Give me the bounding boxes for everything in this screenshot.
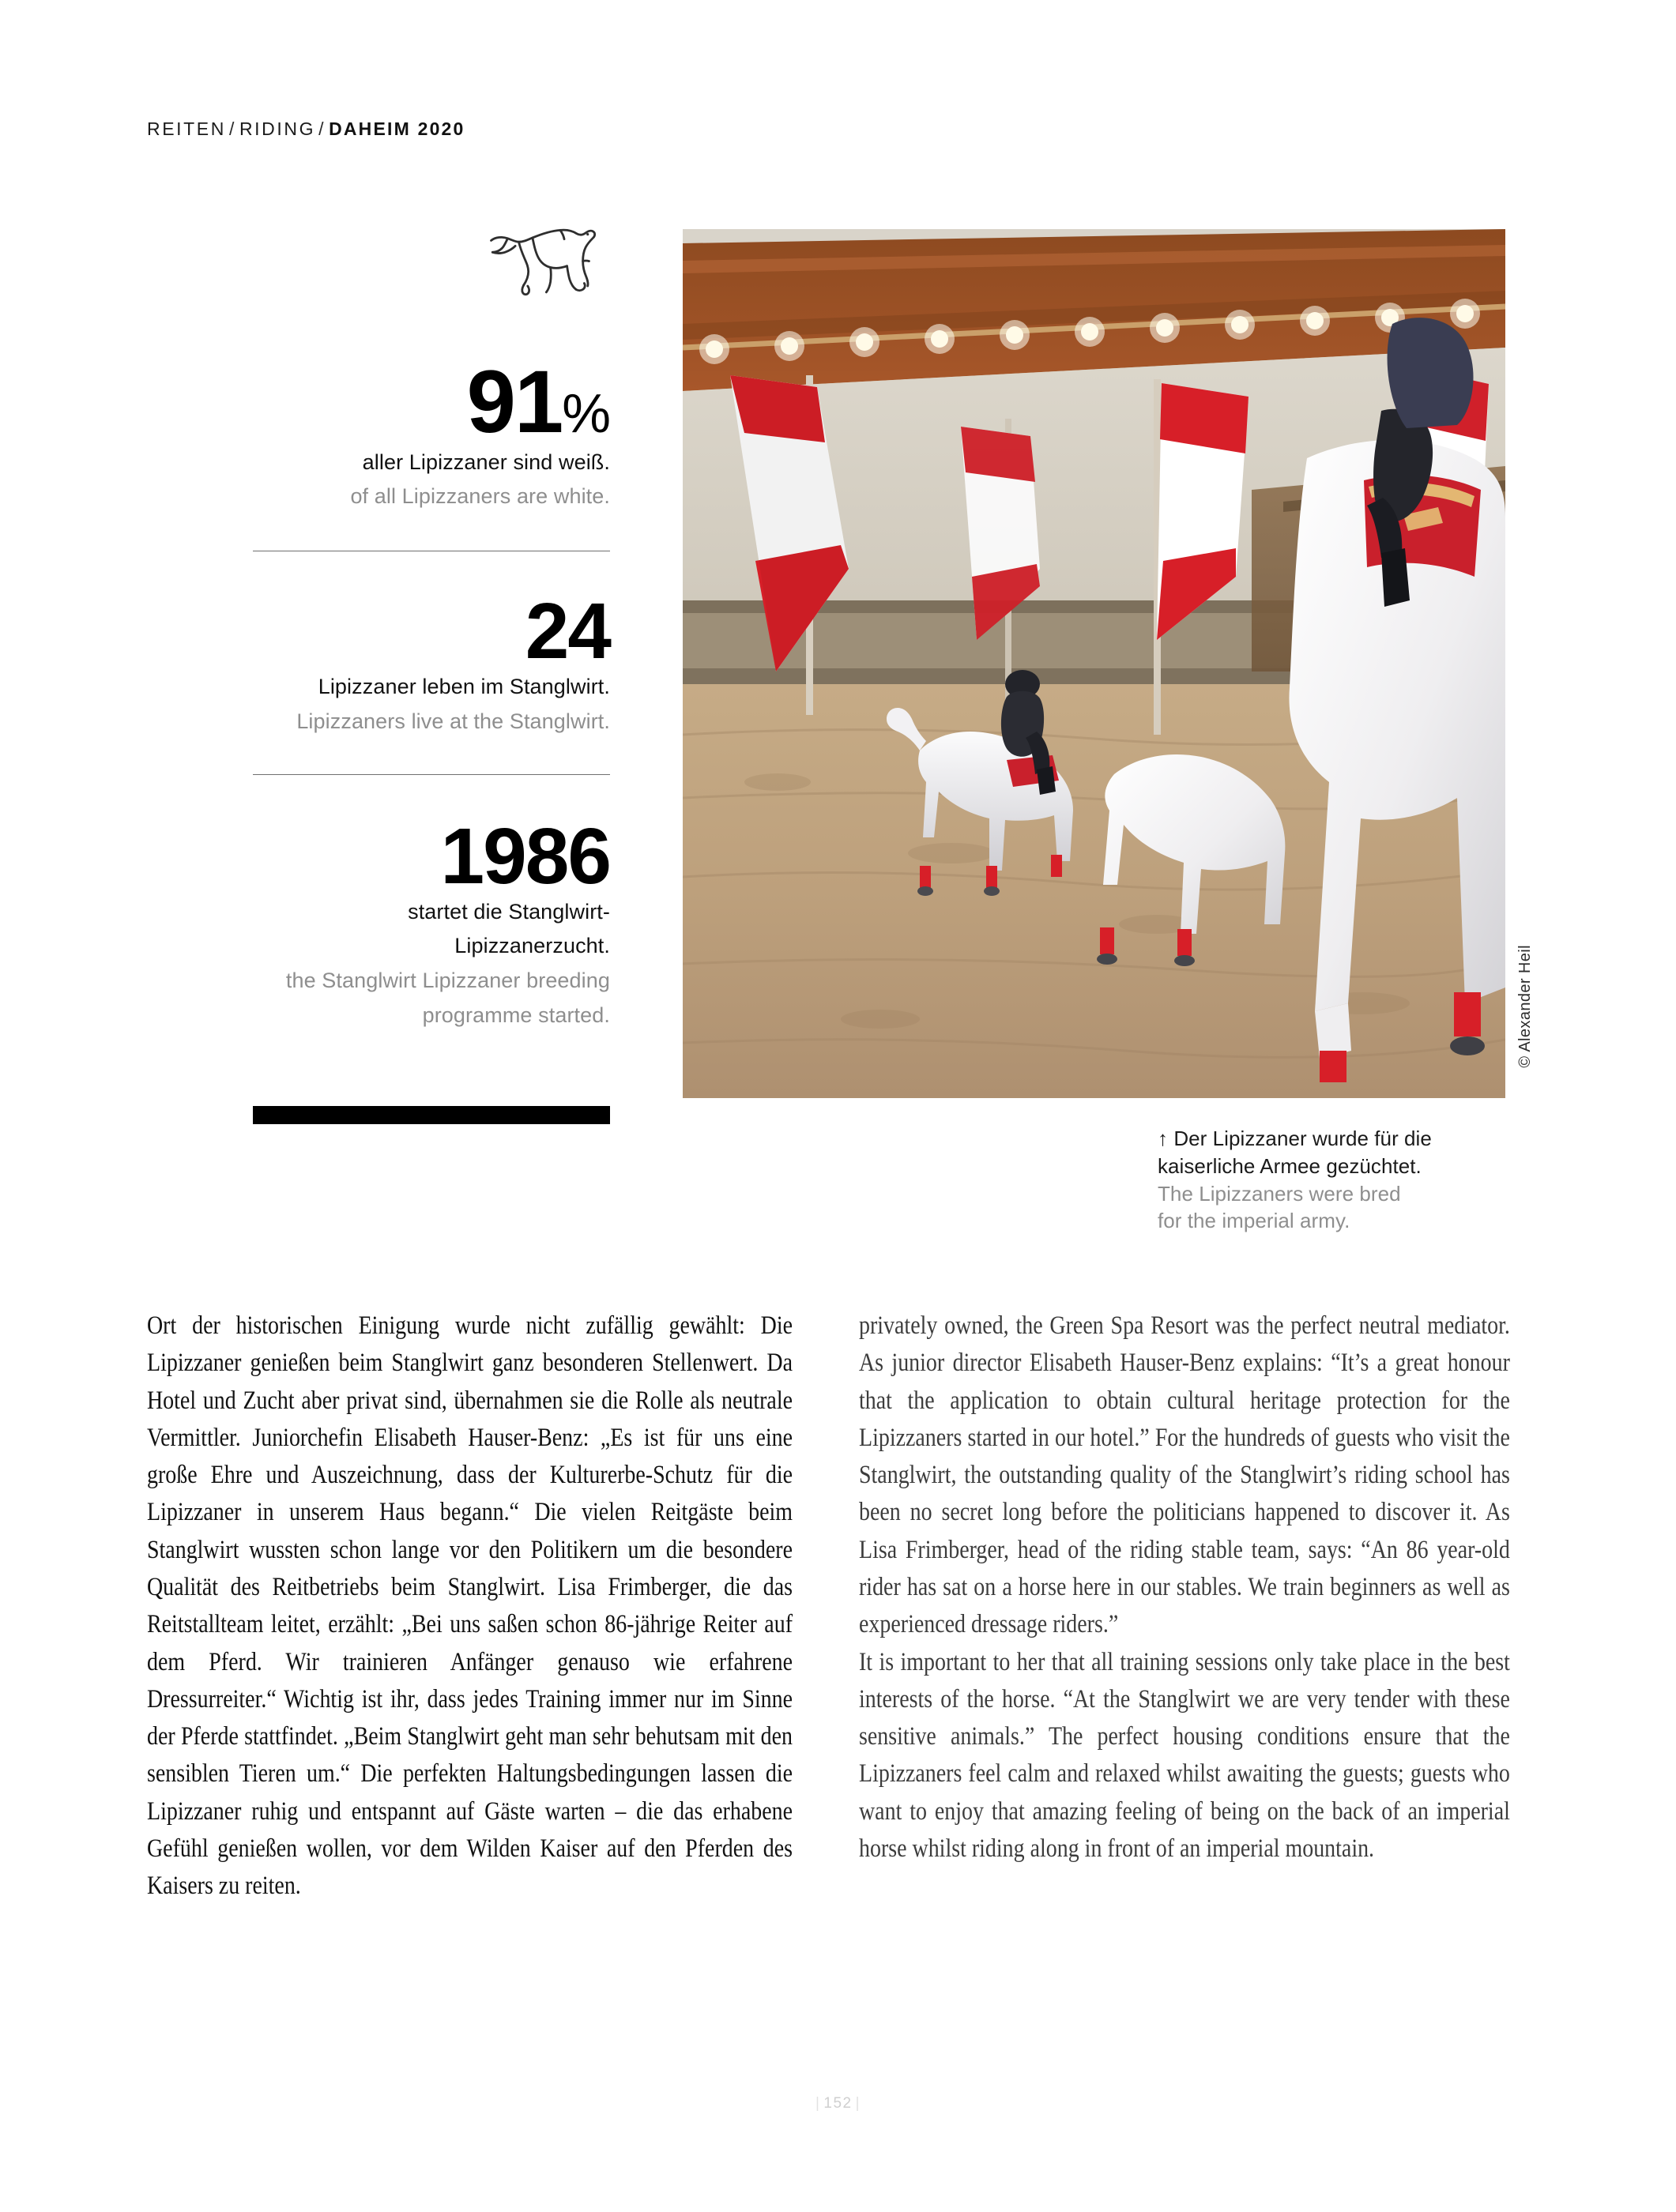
page-folio xyxy=(0,2095,1676,2112)
up-arrow-icon: ↑ xyxy=(1158,1127,1169,1150)
stat-number-24: 24 xyxy=(525,587,610,676)
stat-caption-de-1986-line2: Lipizzanerzucht. xyxy=(454,934,610,958)
stat-caption-de-91: aller Lipizzaner sind weiß. xyxy=(362,450,610,474)
stat-block-count xyxy=(253,587,610,739)
stat-block-year xyxy=(253,811,610,1033)
body-column-german xyxy=(147,1307,793,1905)
caption-en-line1: The Lipizzaners were bred xyxy=(1158,1181,1401,1206)
body-paragraph-english-1: privately owned, the Green Spa Resort was the perfect neutral mediator. As junior director Elisabeth Hauser-Benz explains: “It’s a great honour that the application to obtain cultural heritage protection for the Lipizzaners started in our hotel.” For the hundreds of guests who visit the Stanglwirt, the outstanding quality of the Stanglwirt’s riding school has been no secret long before the politicians happened to discover it. As Lisa Frimberger, head of the riding stable team, says: “An 86 year-old rider has sat on a horse here in our stables. We train beginners as well as experienced dressage riders.” xyxy=(859,1311,1510,1639)
stat-number-91 xyxy=(253,352,610,451)
stat-caption-de-24: Lipizzaner leben im Stanglwirt. xyxy=(318,675,610,699)
statistics-column xyxy=(253,221,610,1124)
riding-arena-illustration xyxy=(683,229,1505,1098)
folio-page-number: 152 xyxy=(823,2095,853,2112)
body-paragraph-german: Ort der historischen Einigung wurde nicht zufällig gewählt: Die Lipizzaner genießen beim Stanglwirt ganz besonderen Stellenwert. Da Hotel und Zucht aber privat sind, übernahmen sie die Rolle als neutrale Vermittler. Juniorchefin Elisabeth Hauser-Benz: „Es ist für uns eine große Ehre und Auszeichnung, dass der Kulturerbe-Schutz für die Lipizzaner in unserem Haus begann.“ Die vielen Reitgäste beim Stanglwirt wussten schon lange vor den Politikern um die besondere Qualität des Reitbetriebs beim Stanglwirt. Lisa Frimberger, die das Reitstallteam leitet, erzählt: „Bei uns saßen schon 86-jährige Reiter auf dem Pferd. Wir trainieren Anfänger genauso wie erfahrene Dressurreiter.“ Wichtig ist ihr, dass jedes Training immer nur im Sinne der Pferde stattfindet. „Beim Stanglwirt geht man sehr behutsam mit den sensiblen Tieren um.“ Die perfekten Haltungsbedingungen lassen die Lipizzaner ruhig und entspannt auf Gäste warten – die das erhabene Gefühl genießen wollen, vor dem Wilden Kaiser auf den Pferden des Kaisers zu reiten. xyxy=(147,1311,793,1901)
stat-block-percentage xyxy=(253,352,610,514)
article-photo xyxy=(683,229,1505,1098)
running-head-separator-2: / xyxy=(318,118,326,139)
stat-caption-en-91: of all Lipizzaners are white. xyxy=(350,484,610,509)
folio-bracket-left: | xyxy=(815,2095,821,2112)
running-head-section-en: RIDING xyxy=(239,118,316,139)
caption-en-line2: for the imperial army. xyxy=(1158,1209,1350,1233)
black-rule-bar xyxy=(253,1106,610,1124)
stat-caption-en-24: Lipizzaners live at the Stanglwirt. xyxy=(296,709,610,733)
body-paragraph-english-2: It is important to her that all training sessions only take place in the best interests of the horse. “At the Stanglwirt we are very tender with these sensitive animals.” The perfect housing conditions ensure that the Lipizzaners feel calm and relaxed whilst awaiting the guests; guests who want to enjoy that amazing feeling of being on the back of an imperial horse whilst riding along in front of an imperial mountain. xyxy=(859,1647,1510,1863)
horse-outline-icon xyxy=(484,221,602,297)
folio-bracket-right: | xyxy=(855,2095,861,2112)
caption-de-line1 xyxy=(1158,1125,1513,1153)
stat-value: 91 xyxy=(466,352,563,451)
percent-symbol: % xyxy=(562,382,610,444)
stat-caption-de-1986-line1: startet die Stanglwirt- xyxy=(408,899,610,924)
running-head xyxy=(147,118,465,140)
running-head-section-de: REITEN xyxy=(147,118,226,139)
body-column-english xyxy=(859,1307,1510,1868)
running-head-separator-1: / xyxy=(228,118,236,139)
stat-number-1986: 1986 xyxy=(440,811,610,901)
caption-de-line2: kaiserliche Armee gezüchtet. xyxy=(1158,1153,1422,1178)
caption-de-line1-text: Der Lipizzaner wurde für die xyxy=(1173,1127,1432,1150)
photo-caption xyxy=(1158,1125,1513,1235)
stat-caption-en-1986-line2: programme started. xyxy=(422,1003,610,1027)
running-head-issue: DAHEIM 2020 xyxy=(329,118,465,139)
stat-caption-en-1986-line1: the Stanglwirt Lipizzaner breeding xyxy=(285,969,610,993)
photo-credit: © Alexander Heil xyxy=(1516,945,1534,1068)
